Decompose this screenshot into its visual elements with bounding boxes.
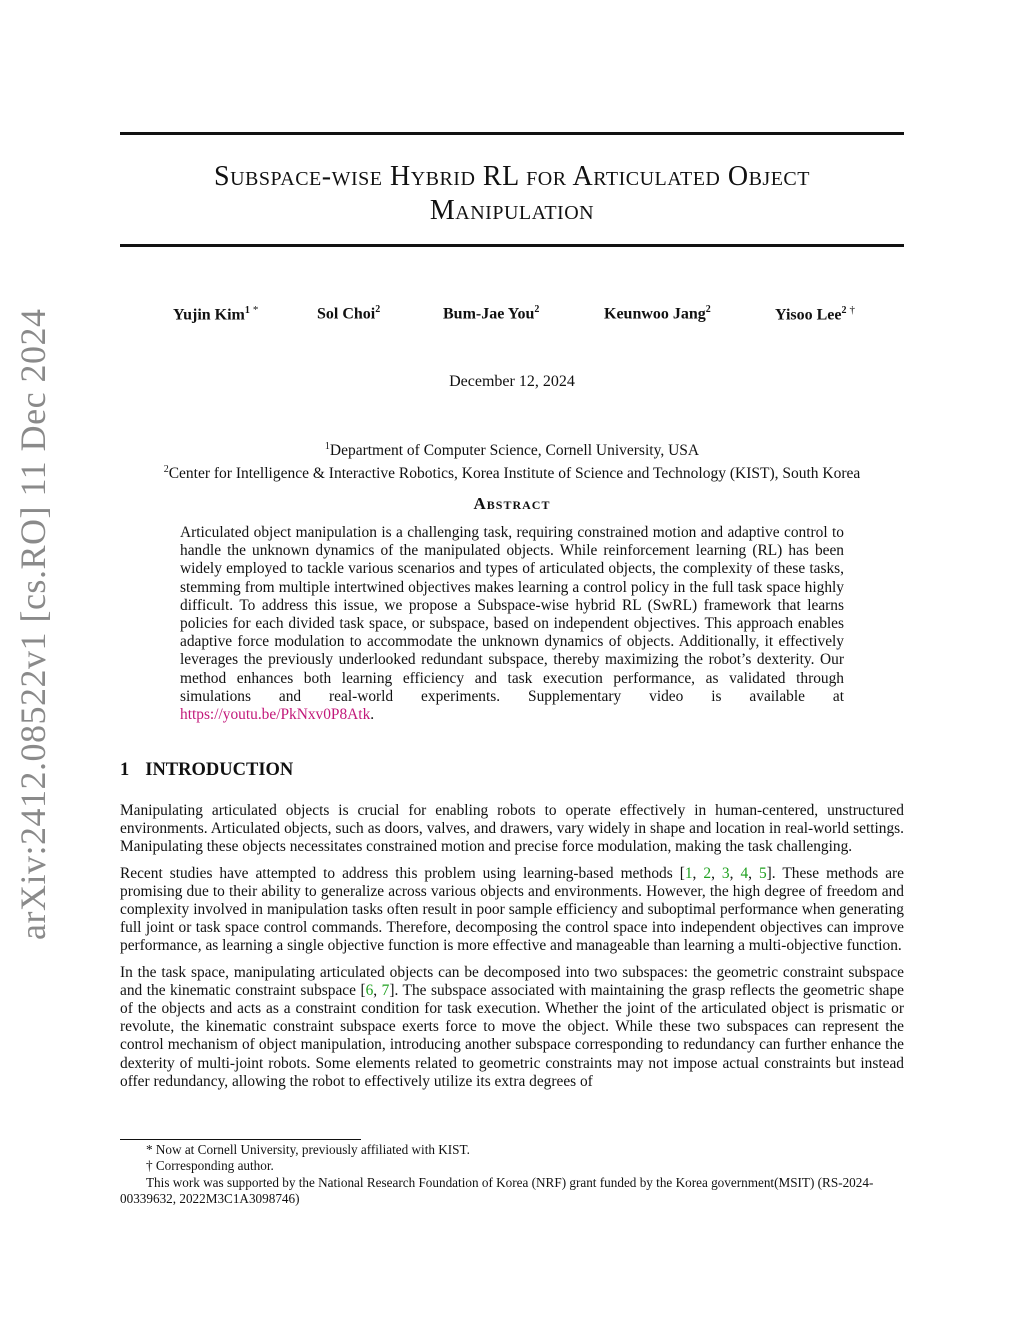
author-name: Yujin Kim bbox=[173, 306, 245, 324]
arxiv-identifier: arXiv:2412.08522v1 [cs.RO] 11 Dec 2024 bbox=[13, 308, 53, 940]
title-line-2: Manipulation bbox=[429, 195, 595, 226]
author-affil-sup: 2 bbox=[705, 304, 711, 315]
author-name: Bum-Jae You bbox=[443, 305, 535, 323]
footnotes bbox=[120, 1142, 904, 1208]
author-affil-sup: 2 bbox=[534, 304, 540, 315]
title-top-rule bbox=[120, 132, 904, 135]
paragraph-text: ]. The subspace associated with maintaining the grasp reflects the geometric shape of the objects and acts as a constraint condition for task execution. Whether the joint of the articulated object is prismatic or revolute, the kinematic constraint subspace exerts force to move the object. While these two subspaces can represent the control mechanism of object manipulation, introducing another subspace corresponding to redundancy can further enhance the dexterity of multi-joint robots. Some elements related to geometric constraints may not impose actual constraints but instead offer redundancy, allowing the robot to effectively utilize its extra degrees of bbox=[120, 981, 904, 1090]
citation-link[interactable]: 2 bbox=[703, 864, 712, 882]
author-name: Yisoo Lee bbox=[775, 306, 842, 324]
affiliation bbox=[120, 437, 904, 460]
citation-link[interactable]: 3 bbox=[721, 864, 730, 882]
affil-sup: 1 bbox=[324, 441, 330, 452]
author bbox=[173, 304, 258, 324]
author bbox=[443, 304, 539, 323]
footnote: † Corresponding author. bbox=[146, 1158, 274, 1174]
section-title: INTRODUCTION bbox=[145, 760, 294, 780]
author bbox=[604, 304, 711, 323]
citation-link[interactable]: 1 bbox=[684, 864, 693, 882]
paragraph-text: In the task space, manipulating articulated objects can be decomposed into two subspaces: the geometric constraint subspace and the kinematic constraint subspace [ bbox=[120, 963, 904, 999]
affil-text: Center for Intelligence & Interactive Robotics, Korea Institute of Science and Technology (KIST), South Korea bbox=[168, 465, 861, 483]
section-body bbox=[120, 802, 904, 1099]
paragraph: In the task space, manipulating articulated objects can be decomposed into two subspaces: the geometric constraint subspace and the kinematic constraint subspace [6, 7]. The subspace associated with maintaining the grasp reflects the geometric shape of the objects and acts as a constraint condition for task execution. Whether the joint of the articulated object is prismatic or revolute, the kinematic constraint subspace exerts force to move the object. While these two subspaces can represent the control mechanism of object manipulation, introducing another subspace corresponding to redundancy can further enhance the dexterity of multi-joint robots. Some elements related to geometric constraints may not impose actual constraints but instead offer redundancy, allowing the robot to effectively utilize its extra degrees of bbox=[120, 963, 904, 1090]
citation-link[interactable]: 4 bbox=[740, 864, 749, 882]
video-link[interactable]: https://youtu.be/PkNxv0P8Atk bbox=[180, 706, 371, 724]
paragraph: Manipulating articulated objects is crucial for enabling robots to operate effectively in human-centered, unstructured environments. Articulated objects, such as doors, valves, and drawers, vary widely in shape and location in real-world settings. Manipulating these objects necessitates constrained motion and precise force modulation, making the task challenging. bbox=[120, 802, 904, 856]
affil-text: Department of Computer Science, Cornell University, USA bbox=[329, 442, 700, 460]
abstract-end: . bbox=[370, 706, 375, 724]
abstract-heading: Abstract bbox=[473, 494, 551, 513]
author bbox=[317, 304, 380, 323]
title-bottom-rule bbox=[120, 244, 904, 247]
abstract-text: Articulated object manipulation is a challenging task, requiring constrained motion and adaptive control to handle the unknown dynamics of the manipulated objects. While reinforcement learning (RL) has been widely employed to tackle various scenarios and types of articulated objects, the complexity of these tasks, stemming from multiple intertwined objectives makes learning a control policy in the full task space highly difficult. To address this issue, we propose a Subspace-wise hybrid RL (SwRL) framework that learns policies for each divided task space, or subspace, based on independent objectives. This approach enables adaptive force modulation to accommodate the unknown dynamics of objects. Additionally, it effectively leverages the previously underlooked redundant subspace, thereby maximizing the robot’s dexterity. Our method enhances both learning efficiency and task execution performance, as validated through simulations and real-world experiments. Supplementary video is available at bbox=[180, 524, 844, 705]
section-heading bbox=[120, 760, 293, 781]
author-affil-sup: 2 bbox=[375, 304, 381, 315]
author-affil-sup: 2 bbox=[841, 305, 847, 316]
footnote-rule bbox=[120, 1139, 361, 1140]
author-affil-sup: 1 bbox=[244, 305, 250, 316]
affiliation bbox=[120, 460, 904, 483]
footnote: * Now at Cornell University, previously affiliated with KIST. bbox=[146, 1142, 470, 1157]
affiliations bbox=[120, 437, 904, 483]
author-mark: * bbox=[252, 304, 259, 316]
section-number: 1 bbox=[120, 760, 130, 780]
author-mark: † bbox=[849, 304, 856, 316]
paragraph-text: Recent studies have attempted to address this problem using learning-based methods [ bbox=[120, 864, 685, 882]
title-line-1: Subspace-wise Hybrid RL for Articulated Object bbox=[214, 161, 810, 192]
citation-link[interactable]: 5 bbox=[758, 864, 767, 882]
author bbox=[775, 304, 855, 324]
author-name: Sol Choi bbox=[317, 305, 376, 323]
paper-date: December 12, 2024 bbox=[449, 373, 575, 390]
affil-sup: 2 bbox=[163, 464, 169, 476]
abstract-body bbox=[180, 524, 844, 724]
paragraph-text: ]. These methods are promising due to their ability to generalize across various objects and environments. However, the high degree of freedom and complexity involved in manipulation tasks often result in poor sample efficiency and suboptimal performance when generating full joint or task space control commands. Therefore, decomposing the control space into independent objectives can improve performance, as learning a single objective function is more effective and manageable than learning a multi-objective function. bbox=[120, 864, 904, 955]
citation-link[interactable]: 7 bbox=[381, 981, 390, 999]
paragraph: Recent studies have attempted to address this problem using learning-based methods [1, 2, 3, 4, 5]. These methods are promising due to their ability to generalize across various objects and environments. However, the high degree of freedom and complexity involved in manipulation tasks often result in poor sample efficiency and suboptimal performance when generating full joint or task space control commands. Therefore, decomposing the control space into independent objectives can improve performance, as learning a single objective function is more effective and manageable than learning a multi-objective function. bbox=[120, 864, 904, 955]
citation-link[interactable]: 6 bbox=[365, 981, 374, 999]
paper-title bbox=[120, 160, 904, 228]
footnote: This work was supported by the National Research Foundation of Korea (NRF) grant funded by the Korea government(MSIT) (RS-2024-00339632, 2022M3C1A3098746) bbox=[120, 1174, 874, 1207]
author-name: Keunwoo Jang bbox=[604, 305, 706, 323]
